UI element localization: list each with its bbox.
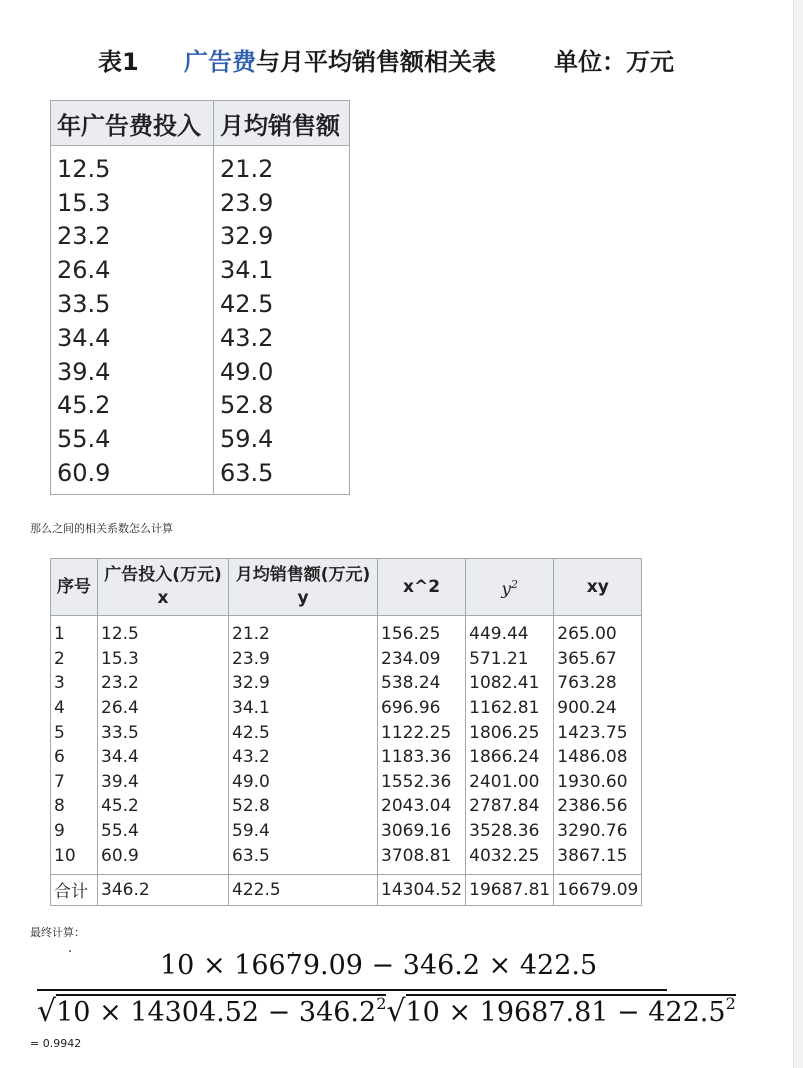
table-row bbox=[51, 616, 642, 647]
table-cell: 3528.36 bbox=[466, 819, 554, 844]
sqrt-symbol: √ bbox=[37, 994, 57, 1029]
table-row bbox=[51, 186, 350, 220]
table-cell: 21.2 bbox=[214, 146, 350, 186]
table-row bbox=[51, 720, 642, 745]
col-header-y: 月均销售额(万元) y bbox=[229, 559, 378, 616]
table-cell: 2386.56 bbox=[554, 794, 642, 819]
ad-sales-table bbox=[50, 100, 350, 495]
table-cell: 1082.41 bbox=[466, 671, 554, 696]
table-cell: 571.21 bbox=[466, 647, 554, 672]
table-cell: 55.4 bbox=[98, 819, 229, 844]
formula-numerator: 10 × 16679.09 − 346.2 × 422.5 bbox=[160, 950, 598, 981]
col-header-y-squared: $y^2$ bbox=[466, 559, 554, 616]
table-cell: 49.0 bbox=[214, 355, 350, 389]
table-cell: 1930.60 bbox=[554, 770, 642, 795]
table-cell: 26.4 bbox=[51, 253, 214, 287]
table-cell: 34.4 bbox=[51, 321, 214, 355]
table-cell: 3290.76 bbox=[554, 819, 642, 844]
table-row bbox=[51, 819, 642, 844]
total-cell: 346.2 bbox=[98, 874, 229, 905]
col-header-ad-investment: 年广告费投入 bbox=[51, 101, 214, 146]
table-row bbox=[51, 287, 350, 321]
title-unit: 单位：万元 bbox=[554, 48, 674, 76]
table-row bbox=[51, 253, 350, 287]
table-row bbox=[51, 647, 642, 672]
table-cell: 42.5 bbox=[214, 287, 350, 321]
table-cell: 15.3 bbox=[98, 647, 229, 672]
table-cell: 23.2 bbox=[51, 220, 214, 254]
table-cell: 1162.81 bbox=[466, 696, 554, 721]
table-cell: 6 bbox=[51, 745, 98, 770]
col-header-xy: xy bbox=[554, 559, 642, 616]
table-cell: 3867.15 bbox=[554, 843, 642, 874]
table-cell: 42.5 bbox=[229, 720, 378, 745]
table-cell: 1866.24 bbox=[466, 745, 554, 770]
table-cell: 538.24 bbox=[378, 671, 466, 696]
title-text: 与月平均销售额相关表 bbox=[256, 48, 496, 76]
stray-dot bbox=[69, 950, 71, 952]
table-cell: 43.2 bbox=[229, 745, 378, 770]
table-cell: 34.1 bbox=[214, 253, 350, 287]
table-cell: 39.4 bbox=[98, 770, 229, 795]
col-header-index: 序号 bbox=[51, 559, 98, 616]
table-cell: 34.1 bbox=[229, 696, 378, 721]
table-cell: 449.44 bbox=[466, 616, 554, 647]
table-cell: 7 bbox=[51, 770, 98, 795]
table-cell: 3069.16 bbox=[378, 819, 466, 844]
table-cell: 59.4 bbox=[229, 819, 378, 844]
total-row bbox=[51, 874, 642, 905]
table-cell: 33.5 bbox=[51, 287, 214, 321]
table-cell: 45.2 bbox=[51, 389, 214, 423]
total-cell: 19687.81 bbox=[466, 874, 554, 905]
formula-denominator bbox=[37, 994, 736, 1034]
table-title bbox=[0, 42, 780, 76]
table-cell: 12.5 bbox=[98, 616, 229, 647]
table-cell: 45.2 bbox=[98, 794, 229, 819]
table-cell: 32.9 bbox=[229, 671, 378, 696]
table-row bbox=[51, 321, 350, 355]
table-cell: 265.00 bbox=[554, 616, 642, 647]
col-header-x: 广告投入(万元) x bbox=[98, 559, 229, 616]
radicand-y: $10 \times 19687.81 - 422.5^2$ bbox=[405, 994, 736, 1028]
col-header-monthly-sales: 月均销售额 bbox=[214, 101, 350, 146]
table-cell: 900.24 bbox=[554, 696, 642, 721]
table-cell: 21.2 bbox=[229, 616, 378, 647]
table-cell: 4032.25 bbox=[466, 843, 554, 874]
table-cell: 49.0 bbox=[229, 770, 378, 795]
table-row bbox=[51, 456, 350, 494]
table-cell: 763.28 bbox=[554, 671, 642, 696]
table-cell: 60.9 bbox=[98, 843, 229, 874]
table-row bbox=[51, 745, 642, 770]
table-row bbox=[51, 770, 642, 795]
table-cell: 33.5 bbox=[98, 720, 229, 745]
table-cell: 32.9 bbox=[214, 220, 350, 254]
table-cell: 55.4 bbox=[51, 422, 214, 456]
scrollbar[interactable] bbox=[793, 0, 803, 1068]
table-cell: 1 bbox=[51, 616, 98, 647]
sqrt-symbol: √ bbox=[386, 994, 406, 1029]
table-cell: 23.9 bbox=[229, 647, 378, 672]
table-cell: 1552.36 bbox=[378, 770, 466, 795]
table-cell: 63.5 bbox=[229, 843, 378, 874]
table-cell: 365.67 bbox=[554, 647, 642, 672]
total-cell: 合计 bbox=[51, 874, 98, 905]
table-cell: 9 bbox=[51, 819, 98, 844]
radicand-x: $10 \times 14304.52 - 346.2^2$ bbox=[56, 994, 387, 1028]
table-cell: 15.3 bbox=[51, 186, 214, 220]
table-row bbox=[51, 671, 642, 696]
total-cell: 422.5 bbox=[229, 874, 378, 905]
table-cell: 1183.36 bbox=[378, 745, 466, 770]
question-text: 那么之间的相关系数怎么计算 bbox=[30, 522, 173, 535]
total-cell: 16679.09 bbox=[554, 874, 642, 905]
table-cell: 26.4 bbox=[98, 696, 229, 721]
table-cell: 3708.81 bbox=[378, 843, 466, 874]
table-cell: 59.4 bbox=[214, 422, 350, 456]
table-row bbox=[51, 843, 642, 874]
table-row bbox=[51, 220, 350, 254]
table-cell: 63.5 bbox=[214, 456, 350, 494]
table-cell: 4 bbox=[51, 696, 98, 721]
table-cell: 3 bbox=[51, 671, 98, 696]
table-row bbox=[51, 389, 350, 423]
table-row bbox=[51, 146, 350, 186]
table-cell: 39.4 bbox=[51, 355, 214, 389]
table-cell: 2787.84 bbox=[466, 794, 554, 819]
table-cell: 1423.75 bbox=[554, 720, 642, 745]
fraction-line bbox=[37, 989, 667, 991]
table-cell: 23.9 bbox=[214, 186, 350, 220]
calculation-table bbox=[50, 558, 642, 906]
table-cell: 34.4 bbox=[98, 745, 229, 770]
table-cell: 696.96 bbox=[378, 696, 466, 721]
col-header-x-squared: x^2 bbox=[378, 559, 466, 616]
table-row bbox=[51, 355, 350, 389]
table-row bbox=[51, 696, 642, 721]
table-cell: 1486.08 bbox=[554, 745, 642, 770]
result-value: = 0.9942 bbox=[30, 1037, 82, 1050]
table-cell: 8 bbox=[51, 794, 98, 819]
table-cell: 23.2 bbox=[98, 671, 229, 696]
final-calculation-label: 最终计算： bbox=[30, 926, 85, 939]
table-cell: 12.5 bbox=[51, 146, 214, 186]
total-cell: 14304.52 bbox=[378, 874, 466, 905]
table-cell: 52.8 bbox=[229, 794, 378, 819]
table-row bbox=[51, 422, 350, 456]
table-cell: 10 bbox=[51, 843, 98, 874]
table-cell: 2043.04 bbox=[378, 794, 466, 819]
table-cell: 60.9 bbox=[51, 456, 214, 494]
table-cell: 234.09 bbox=[378, 647, 466, 672]
table-row bbox=[51, 794, 642, 819]
table-cell: 2 bbox=[51, 647, 98, 672]
table-cell: 5 bbox=[51, 720, 98, 745]
table-cell: 1122.25 bbox=[378, 720, 466, 745]
title-prefix: 表1 bbox=[98, 48, 139, 76]
table-cell: 52.8 bbox=[214, 389, 350, 423]
table-cell: 2401.00 bbox=[466, 770, 554, 795]
title-link-ad-fee[interactable]: 广告费 bbox=[184, 48, 256, 76]
table-cell: 43.2 bbox=[214, 321, 350, 355]
table-cell: 1806.25 bbox=[466, 720, 554, 745]
table-cell: 156.25 bbox=[378, 616, 466, 647]
